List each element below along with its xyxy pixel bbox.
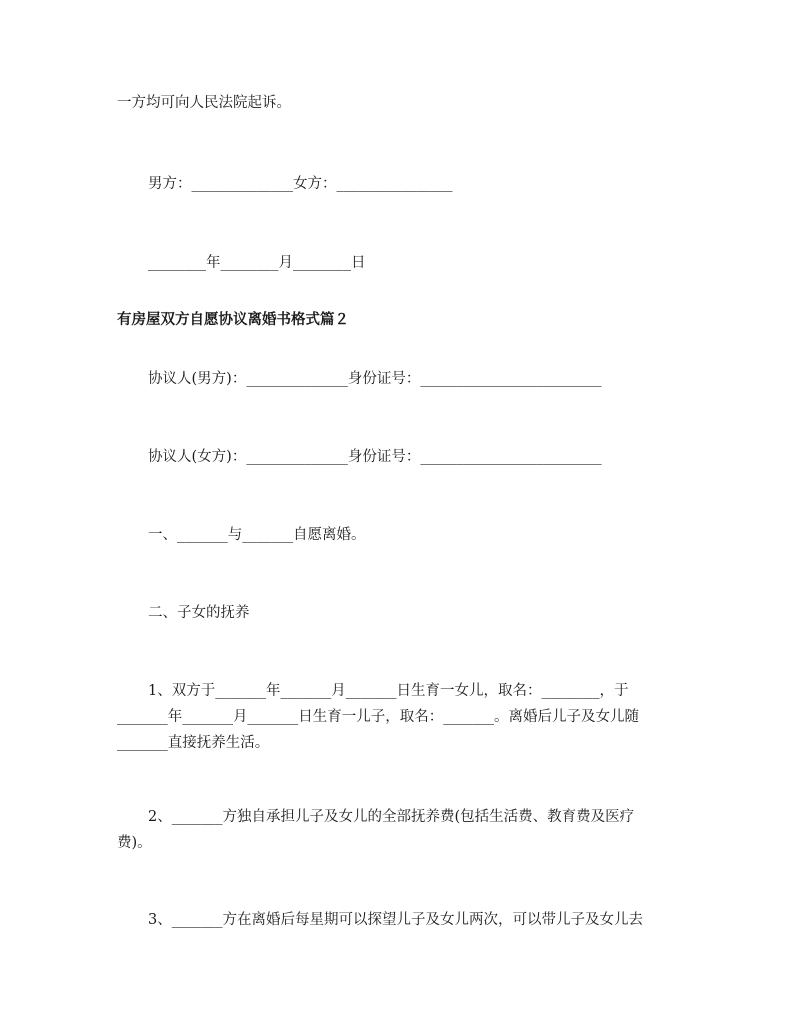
- paragraph-2-line-2: 费)。: [117, 835, 152, 851]
- date-line: ________年________月________日: [148, 255, 366, 271]
- section-heading: 有房屋双方自愿协议离婚书格式篇２: [117, 312, 349, 328]
- paragraph-2-line-1: 2、_______方独自承担儿子及女儿的全部抚养费(包括生活费、教育费及医疗: [148, 809, 635, 825]
- paragraph-1-line-3: _______直接抚养生活。: [117, 735, 270, 751]
- paragraph-3-line-1: 3、_______方在离婚后每星期可以探望儿子及女儿两次，可以带儿子及女儿去: [148, 912, 643, 928]
- paragraph-1-line-2: _______年_______月_______日生育一儿子，取名：_______。离婚后儿子及女儿随: [117, 709, 639, 725]
- clause-1: 一、_______与_______自愿离婚。: [148, 527, 366, 543]
- paragraph-1-line-1: 1、双方于_______年_______月_______日生育一女儿，取名：________，于: [148, 683, 629, 699]
- signature-line: 男方：______________女方：________________: [148, 176, 453, 192]
- text-line: 一方均可向人民法院起诉。: [117, 95, 291, 111]
- clause-2-title: 二、子女的抚养: [148, 605, 250, 621]
- party-female-line: 协议人(女方)：______________身份证号：_________________________: [148, 449, 602, 465]
- party-male-line: 协议人(男方)：______________身份证号：_________________________: [148, 371, 602, 387]
